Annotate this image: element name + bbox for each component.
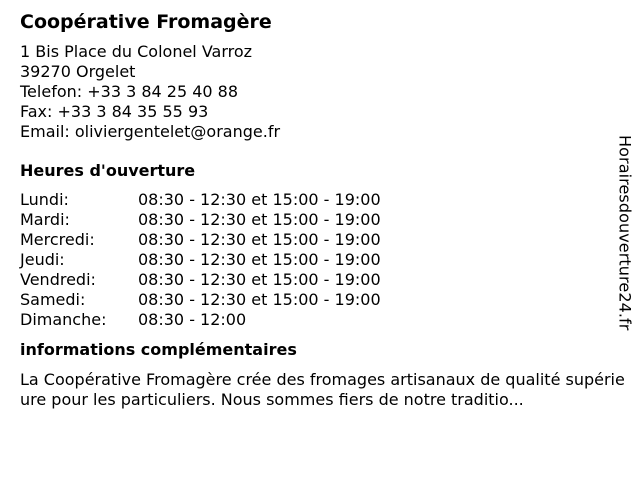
hours-row-jeudi	[20, 250, 620, 270]
info-description: La Coopérative Fromagère crée des fromages artisanaux de qualité supérieure pour les particuliers. Nous sommes fiers de notre traditio...	[20, 370, 625, 409]
hours-row-lundi	[20, 190, 620, 210]
day-label: Vendredi:	[20, 270, 96, 289]
day-label: Dimanche:	[20, 310, 107, 329]
address-line-2: 39270 Orgelet	[20, 62, 136, 81]
day-hours: 08:30 - 12:00	[138, 310, 247, 329]
day-label: Samedi:	[20, 290, 86, 309]
hours-row-mardi	[20, 210, 620, 230]
hours-row-vendredi	[20, 270, 620, 290]
phone-line: Telefon: +33 3 84 25 40 88	[20, 82, 239, 101]
business-name: Coopérative Fromagère	[20, 11, 272, 33]
day-hours: 08:30 - 12:30 et 15:00 - 19:00	[138, 210, 381, 229]
hours-row-samedi	[20, 290, 620, 310]
address-line-1: 1 Bis Place du Colonel Varroz	[20, 42, 253, 61]
day-hours: 08:30 - 12:30 et 15:00 - 19:00	[138, 190, 381, 209]
day-label: Jeudi:	[20, 250, 65, 269]
day-hours: 08:30 - 12:30 et 15:00 - 19:00	[138, 290, 381, 309]
info-heading: informations complémentaires	[20, 340, 297, 359]
day-hours: 08:30 - 12:30 et 15:00 - 19:00	[138, 250, 381, 269]
day-label: Mercredi:	[20, 230, 95, 249]
fax-line: Fax: +33 3 84 35 55 93	[20, 102, 209, 121]
hours-table	[20, 190, 620, 330]
hours-heading: Heures d'ouverture	[20, 161, 196, 180]
hours-row-dimanche	[20, 310, 620, 330]
day-label: Mardi:	[20, 210, 70, 229]
day-hours: 08:30 - 12:30 et 15:00 - 19:00	[138, 270, 381, 289]
email-line: Email: oliviergentelet@orange.fr	[20, 122, 281, 141]
hours-row-mercredi	[20, 230, 620, 250]
brand-text: Horairesdouverture24.fr	[615, 135, 635, 331]
day-label: Lundi:	[20, 190, 69, 209]
day-hours: 08:30 - 12:30 et 15:00 - 19:00	[138, 230, 381, 249]
brand-watermark	[612, 135, 638, 345]
